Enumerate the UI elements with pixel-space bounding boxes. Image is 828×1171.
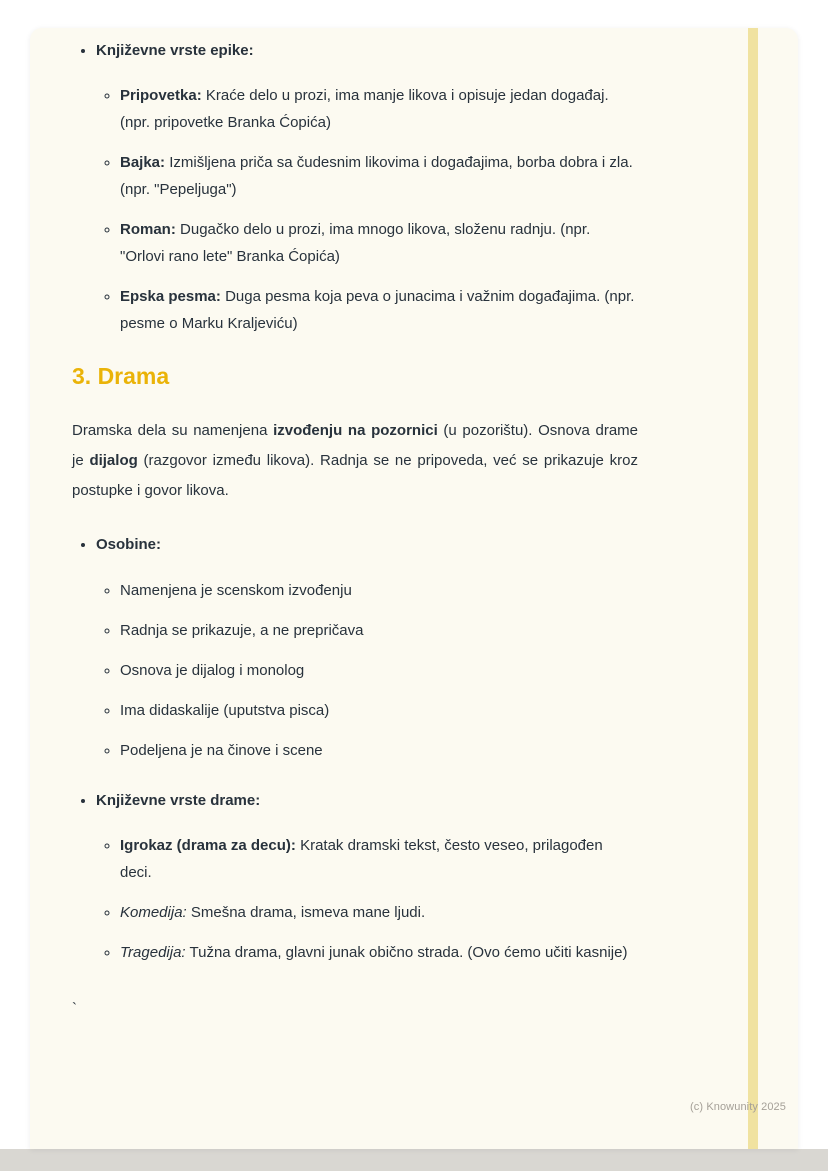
list-item bbox=[120, 939, 638, 966]
intro-segment: (u pozorištu). Osnova drame je bbox=[72, 422, 638, 470]
item-lead-italic: Komedija: bbox=[120, 903, 187, 921]
item-lead: Igrokaz (drama za decu): bbox=[120, 836, 296, 854]
list-item bbox=[96, 788, 638, 966]
page-bottom-band bbox=[0, 1149, 828, 1171]
list-item bbox=[120, 832, 638, 886]
list-item bbox=[120, 283, 638, 337]
intro-bold-segment: izvođenju na pozornici bbox=[273, 422, 438, 440]
item-text: Duga pesma koja peva o junacima i važnim događajima. (npr. pesme o Marku Kraljeviću) bbox=[120, 288, 635, 333]
list-item bbox=[120, 216, 638, 270]
list-item: ◦ Namenjena je scenskom izvođenju bbox=[120, 577, 638, 604]
item-lead: Epska pesma: bbox=[120, 288, 221, 306]
intro-bold-segment: dijalog bbox=[89, 452, 138, 470]
intro-segment: (razgovor između likova). Radnja se ne pripoveda, već se prikazuje kroz postupke i govor likova. bbox=[72, 452, 638, 500]
item-text: Kraće delo u prozi, ima manje likova i opisuje jedan događaj. (npr. pripovetke Branka Ćopića) bbox=[120, 87, 609, 132]
osobine-list-title: Osobine: bbox=[96, 536, 162, 554]
vrste-drame-list-title: Književne vrste drame: bbox=[96, 791, 261, 809]
item-lead-italic: Tragedija: bbox=[120, 943, 186, 961]
item-text: Izmišljena priča sa čudesnim likovima i događajima, borba dobra i zla. (npr. "Pepeljuga") bbox=[120, 154, 633, 199]
item-lead: Roman: bbox=[120, 221, 176, 239]
copyright-footer: (c) Knowunity 2025 bbox=[690, 1101, 786, 1113]
list-item: ◦ Osnova je dijalog i monolog bbox=[120, 657, 638, 684]
intro-segment: Dramska dela su namenjena bbox=[72, 422, 274, 440]
epika-list-title: Književne vrste epike: bbox=[96, 42, 254, 59]
item-text: Tužna drama, glavni junak obično strada. (Ovo ćemo učiti kasnije) bbox=[189, 943, 628, 961]
document-content bbox=[72, 38, 638, 1017]
list-item bbox=[120, 899, 638, 926]
item-text: Kratak dramski tekst, često veseo, prilagođen deci. bbox=[120, 836, 603, 881]
list-item bbox=[96, 532, 638, 763]
list-item: ◦ Ima didaskalije (uputstva pisca) bbox=[120, 697, 638, 724]
item-lead: Bajka: bbox=[120, 154, 166, 172]
epika-list bbox=[72, 38, 638, 337]
vertical-highlight-stripe bbox=[748, 28, 758, 1149]
osobine-sublist bbox=[96, 577, 638, 764]
item-lead: Pripovetka: bbox=[120, 87, 202, 105]
epika-sublist bbox=[96, 82, 638, 337]
vrste-drame-sublist bbox=[96, 832, 638, 966]
stray-backtick-character: ` bbox=[72, 999, 77, 1017]
list-item bbox=[120, 82, 638, 136]
section-heading-drama: 3. Drama bbox=[72, 363, 170, 390]
drama-intro-paragraph bbox=[72, 416, 638, 506]
drama-lists bbox=[72, 532, 638, 966]
document-page bbox=[30, 28, 798, 1149]
item-text: Smešna drama, ismeva mane ljudi. bbox=[190, 903, 426, 921]
item-text: Dugačko delo u prozi, ima mnogo likova, složenu radnju. (npr. "Orlovi rano lete" Branka Ćopića) bbox=[120, 221, 591, 266]
list-item bbox=[96, 38, 638, 337]
list-item bbox=[120, 149, 638, 203]
list-item: ◦ Radnja se prikazuje, a ne prepričava bbox=[120, 617, 638, 644]
list-item: ◦ Podeljena je na činove i scene bbox=[120, 737, 638, 764]
